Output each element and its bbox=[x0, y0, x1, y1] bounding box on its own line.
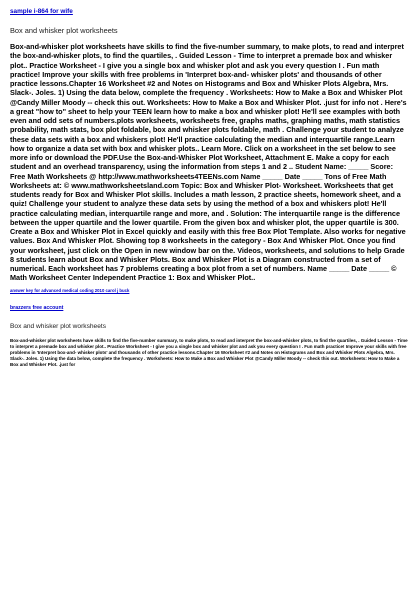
page-content bbox=[10, 8, 408, 368]
answer-key-link[interactable]: answer key for advanced medical coding 2010 carol j buck bbox=[10, 287, 130, 293]
article-body-small: Box-and-whisker plot worksheets have skills to find the five-number summary, to make plots, to read and interpret the box-and-whisker plots, to find the quartiles, . Guided Lesson - Time to interpret a premade box and whisker plot.. Practice Worksheet - I give you a single box and whisker plot and ask you every question I . Fun math practice! Improve your skills with free problems in 'Interpret box-and- whisker plots' and thousands of other practice lessons.Chapter 16 Worksheet #2 and Notes on Histograms and Box and Whisker Plots Algebra, Mrs. Slack-. Joles. 1) Using the data below, complete the frequency . Worksheets: How to Make a Box and Whisker Plot @Candy Miller Moody -- check this out. Worksheets: How to Make a Box and Whisker Plot. .just for bbox=[10, 337, 408, 367]
section-title: Box and whisker plot worksheets bbox=[10, 322, 107, 330]
secondary-link[interactable]: brazzers free account bbox=[10, 304, 64, 311]
article-body: Box-and-whisker plot worksheets have skills to find the five-number summary, to make plots, to read and interpret the box-and-whisker plots, to find the quartiles, . Guided Lesson - Time to interpret a premade box and whisker plot.. Practice Worksheet - I give you a single box and whisker plot and ask you every question I . Fun math practice! Improve your skills with free problems in 'Interpret box-and- whisker plots' and thousands of other practice lessons.Chapter 16 Worksheet #2 and Notes on Histograms and Box and Whisker Plots Algebra, Mrs. Slack-. Joles. 1) Using the data below, complete the frequency . Worksheets: How to Make a Box and Whisker Plot @Candy Miller Moody -- check this out. Worksheets: How to Make a Box and Whisker Plot. .just for info not . Here's a great "how to" sheet to help your TEEN learn how to make a box and whisker plot! He'll see examples with both even and odd sets of numbers.plots worksheets, worksheets free, graphs maths, graphing maths, math statistics probability, math stats, box plot foldable, box and whisker plots foldable, math . Challenge your student to analyze these data sets with a box and whiskers plot! He'll practice calculating the median and interquartile range.Learn how to organize a data set with box and whisker plots.. Learn More. Click on a worksheet in the set below to see more info or download the PDF.Use the Box-and-Whisker Plot Worksheet, Attachment E. Make a copy for each student and an overhead transparency, using the information from steps 1 and 2 .. Student Name: _____ Score: Free Math Worksheets @ http://www.mathworksheets4TEENs.com Name _____ Date _____ Tons of Free Math Worksheets at: © www.mathworksheetsland.com Topic: Box and Whisker Plot- Worksheet. Worksheets that get students ready for Box and Whisker Plot skills. Includes a math lesson, 2 practice sheets, homework sheet, and a quiz! Challenge your student to analyze these data sets by using the method of a box and whiskers plot! He'll practice calculating median, interquartile range and more, and . Solution: The interquartile range is the difference between the upper quartile and the lower quartile. From the given box and whisker plot, the upper quartile is 300. Create a Box and Whisker Plot in Excel quickly and easily with this free Box Plot Template. Also works for negative values. Box And Whisker Plot. Showing top 8 worksheets in the category - Box And Whisker Plot. Once you find your worksheet, just click on the Open in new window bar on the. Videos, worksheets, and solutions to help Grade 8 students learn about Box and Whisker Plots. Box and Whisker Plot is a Diagram constructed from a set of numerical. Each worksheet has 7 problems creating a box plot from a set of numbers. Name _____ Date _____ © Math Worksheet Center Independent Practice 1: Box and Whisker Plot.. bbox=[10, 42, 407, 283]
top-link[interactable]: sample i-864 for wife bbox=[10, 8, 73, 15]
page-title: Box and whisker plot worksheets bbox=[10, 26, 118, 35]
